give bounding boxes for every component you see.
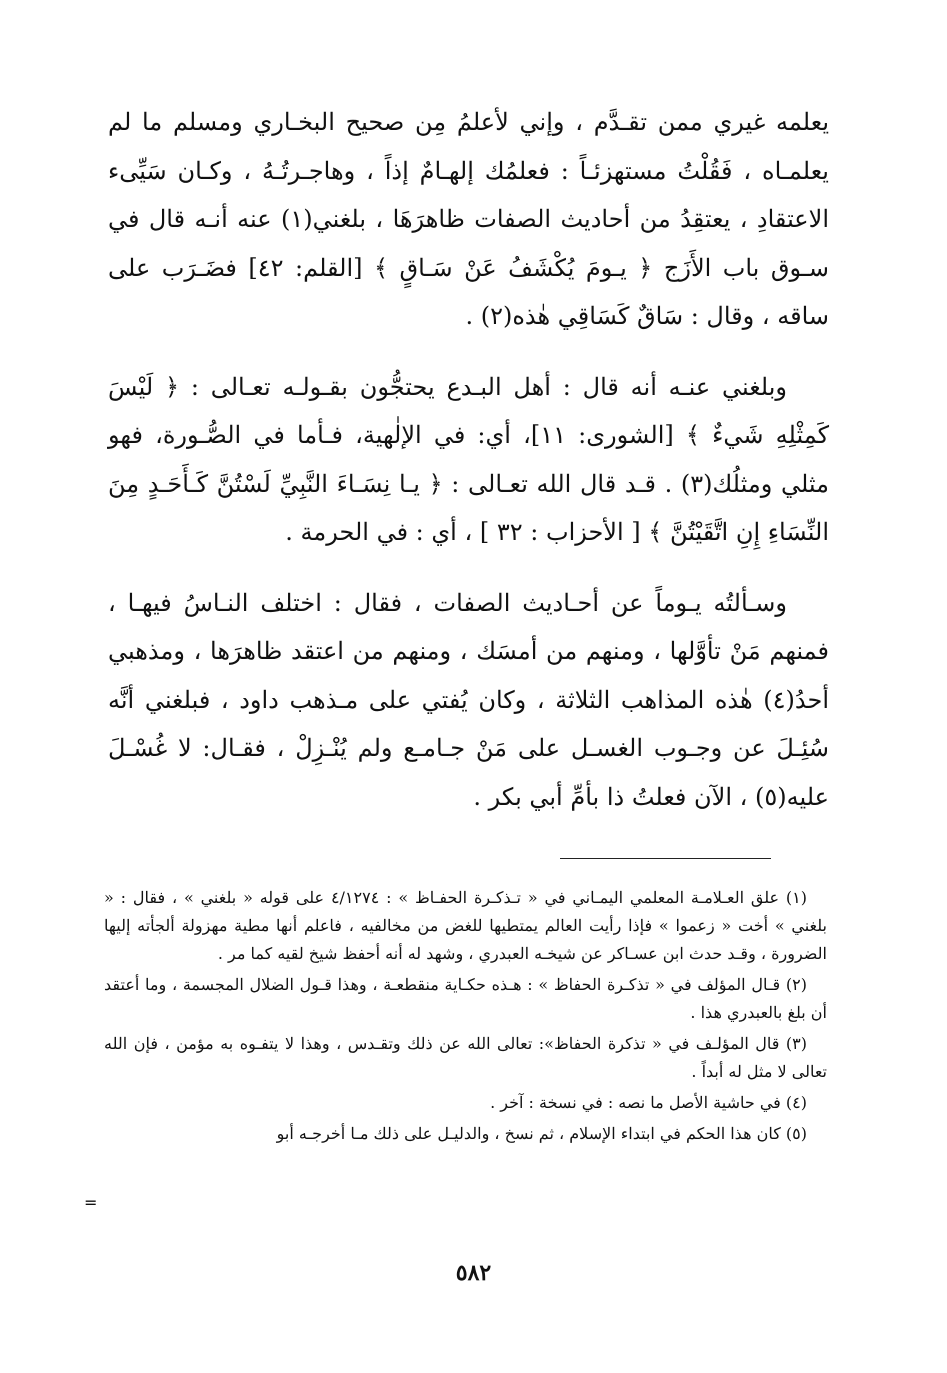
- footnote-5: (٥) كان هذا الحكم في ابتداء الإسلام ، ثم نسخ ، والدليـل على ذلك مـا أخرجـه أبو: [276, 1124, 807, 1143]
- footnote-4: (٤) في حاشية الأصل ما نصه : في نسخة : آخر .: [490, 1093, 807, 1112]
- paragraph-3: وسـألتُه يـوماً عن أحـاديث الصفات ، فقال : اختلف النـاسُ فيهـا ، فمنهم مَنْ تأوَّلها ، ومنهم من أمسَك ، ومنهم من اعتقد ظاهرَها ، ومذهبي أحدُ(٤) هٰذه المذاهب الثلاثة ، وكان يُفتي على مـذهب داود ، فبلغني أنَّه سُئِـلَ عن وجـوب الغسـل على مَنْ جـامـع ولم يُنْـزِلْ ، فقـال: لا غُسْـلَ عليه(٥) ، الآن فعلتُ ذا بأمِّ أبي بكر .: [108, 588, 830, 811]
- footnote-2: (٢) قـال المؤلف في « تذكـرة الحفاظ » : هـذه حكـاية منقطعـة ، وهذا قـول الضلال المجسمة ، وما أعتقد أن بلغ بالعبدري هذا .: [104, 975, 827, 1022]
- main-text: [108, 98, 829, 821]
- footnote-continuation-mark: =: [84, 1193, 98, 1212]
- footnotes: [104, 884, 827, 1151]
- paragraph-1: يعلمه غيري ممن تقـدَّم ، وإني لأعلمُ مِن صحيح البخـاري ومسلم ما لم يعلمـاه ، فَقُلْتُ مستهزئـاً : فعلمُك إلهـامٌ إذاً ، وهاجـرتُـهُ ، وكـان سَيِّىء الاعتقادِ ، يعتقِدُ من أحاديث الصفات ظاهرَهَا ، بلغني(١) عنه أنـه قال في سـوق باب الأَزَج ﴿ يـومَ يُكْشَفُ عَنْ سَـاقٍ ﴾ [القلم: ٤٢] فضَـرَب على ساقه ، وقال : سَاقٌ كَسَاقِي هٰذه(٢) .: [108, 108, 830, 330]
- page-number: ٥٨٢: [455, 1260, 492, 1286]
- footnote-separator: [560, 858, 771, 859]
- footnote-1: (١) علق العـلامـة المعلمي اليمـاني في « تـذكـرة الحفـاظ » : ٤/١٢٧٤ على قوله « بلغني » ، فقال : « بلغني » أخت « زعموا » فإذا رأيت العالم يمتطيها للغض من مخالفيه ، فاعلم أنها مطية مهزولة ألجأته إليها الضرورة ، وقـد حدث ابن عسـاكر عن شيخـه العبدري ، وشهد له أنه أحفظ شيخ لقيه كما مر .: [104, 888, 827, 963]
- footnote-3: (٣) قال المؤلـف في « تذكرة الحفاظ»: تعالى الله عن ذلك وتقـدس ، وهذا لا يتفـوه به مؤمن ، فإن الله تعالى لا مثل له أبداً .: [104, 1034, 827, 1081]
- paragraph-2: وبلغني عنـه أنه قال : أهل البـدع يحتجُّون بقـولـه تعـالى : ﴿ لَيْسَ كَمِثْلِهِ شَيءٌ ﴾ [الشورى: ١١]، أي: في الإلٰهية، فـأما في الصُّـورة، فهو مثلي ومثلُك(٣) . قـد قال الله تعـالى : ﴿ يـا نِسَـاءَ النَّبِيِّ لَسْتُنَّ كَـأَحَـدٍ مِنَ النِّسَاءِ إِنِ اتَّقَيْتُنَّ ﴾ [ الأحزاب : ٣٢ ] ، أي : في الحرمة .: [108, 372, 830, 546]
